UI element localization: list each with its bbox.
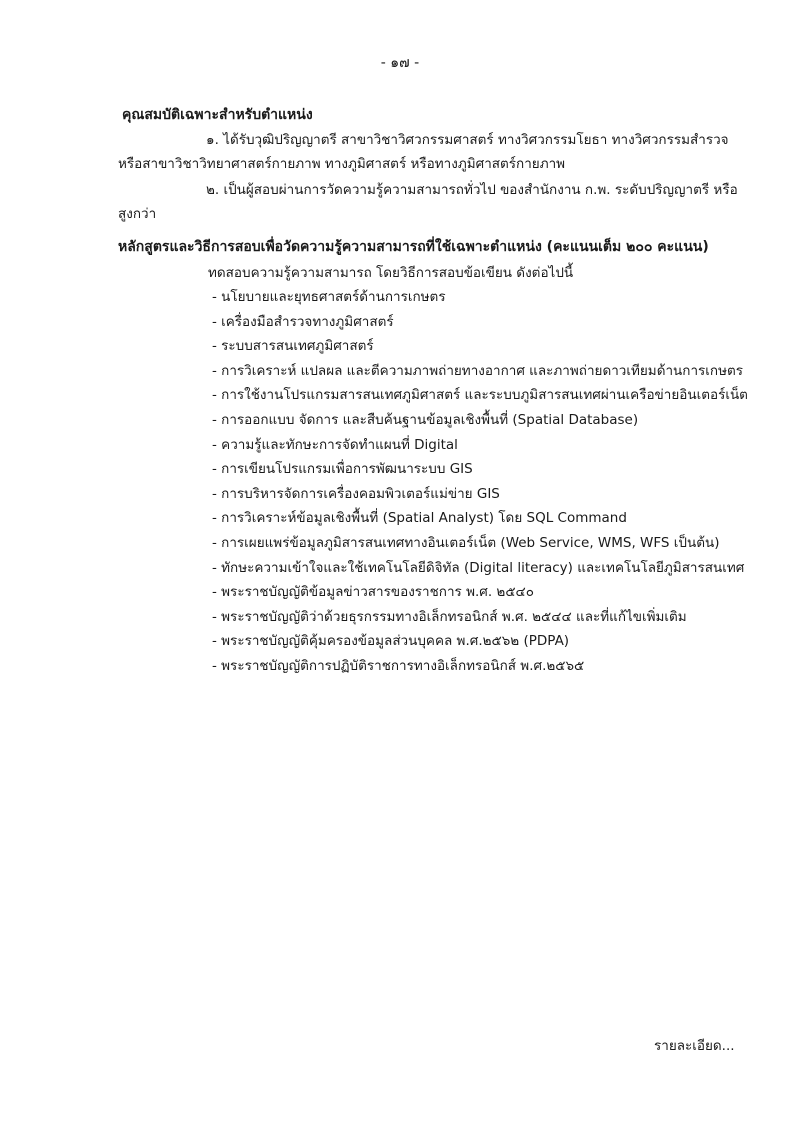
course-intro: ทดสอบความรู้ความสามารถ โดยวิธีการสอบข้อเขียน ดังต่อไปนี้ bbox=[208, 265, 574, 281]
topic-item: - เครื่องมือสำรวจทางภูมิศาสตร์ bbox=[212, 313, 394, 330]
topic-item: - การเผยแพร่ข้อมูลภูมิสารสนเทศทางอินเตอร์เน็ต (Web Service, WMS, WFS เป็นต้น) bbox=[212, 534, 720, 551]
topic-list bbox=[212, 285, 748, 679]
topic-item: - การเขียนโปรแกรมเพื่อการพัฒนาระบบ GIS bbox=[212, 461, 473, 478]
topic-item: - พระราชบัญญัติว่าด้วยธุรกรรมทางอิเล็กทรอนิกส์ พ.ศ. ๒๕๔๔ และที่แก้ไขเพิ่มเติม bbox=[212, 608, 687, 625]
course-heading: หลักสูตรและวิธีการสอบเพื่อวัดความรู้ความสามารถที่ใช้เฉพาะตำแหน่ง (คะแนนเต็ม ๒๐๐ คะแนน) bbox=[118, 239, 709, 255]
continued-label: รายละเอียด... bbox=[654, 1038, 735, 1054]
qualification-item-2: ๒. เป็นผู้สอบผ่านการวัดความรู้ความสามารถทั่วไป ของสำนักงาน ก.พ. ระดับปริญญาตรี หรือสูงกว่า bbox=[118, 182, 738, 222]
topic-item: - ทักษะความเข้าใจและใช้เทคโนโลยีดิจิทัล (Digital literacy) และเทคโนโลยีภูมิสารสนเทศ bbox=[212, 559, 745, 576]
topic-item: - ระบบสารสนเทศภูมิศาสตร์ bbox=[212, 338, 374, 355]
topic-item: - การบริหารจัดการเครื่องคอมพิวเตอร์แม่ข่าย GIS bbox=[212, 485, 500, 502]
topic-item: - พระราชบัญญัติคุ้มครองข้อมูลส่วนบุคคล พ.ศ.๒๕๖๒ (PDPA) bbox=[212, 633, 570, 650]
topic-item: - การใช้งานโปรแกรมสารสนเทศภูมิศาสตร์ และระบบภูมิสารสนเทศผ่านเครือข่ายอินเตอร์เน็ต bbox=[212, 387, 748, 404]
topic-item: - พระราชบัญญัติการปฏิบัติราชการทางอิเล็กทรอนิกส์ พ.ศ.๒๕๖๕ bbox=[212, 657, 585, 674]
qualifications-heading: คุณสมบัติเฉพาะสำหรับตำแหน่ง bbox=[122, 107, 313, 123]
topic-item: - การวิเคราะห์ข้อมูลเชิงพื้นที่ (Spatial Analyst) โดย SQL Command bbox=[212, 510, 627, 527]
qualification-item-1: ๑. ได้รับวุฒิปริญญาตรี สาขาวิชาวิศวกรรมศาสตร์ ทางวิศวกรรมโยธา ทางวิศวกรรมสำรวจ หรือสาขาวิชาวิทยาศาสตร์กายภาพ ทางภูมิศาสตร์ หรือทางภูมิศาสตร์กายภาพ bbox=[118, 132, 729, 172]
topic-item: - พระราชบัญญัติข้อมูลข่าวสารของราชการ พ.ศ. ๒๕๔๐ bbox=[212, 584, 535, 601]
page-number: - ๑๗ - bbox=[380, 55, 420, 71]
topic-item: - นโยบายและยุทธศาสตร์ด้านการเกษตร bbox=[212, 289, 446, 305]
topic-item: - การวิเคราะห์ แปลผล และตีความภาพถ่ายทางอากาศ และภาพถ่ายดาวเทียมด้านการเกษตร bbox=[212, 362, 743, 379]
topic-item: - การออกแบบ จัดการ และสืบค้นฐานข้อมูลเชิงพื้นที่ (Spatial Database) bbox=[212, 411, 639, 428]
topic-item: - ความรู้และทักษะการจัดทำแผนที่ Digital bbox=[212, 436, 458, 453]
